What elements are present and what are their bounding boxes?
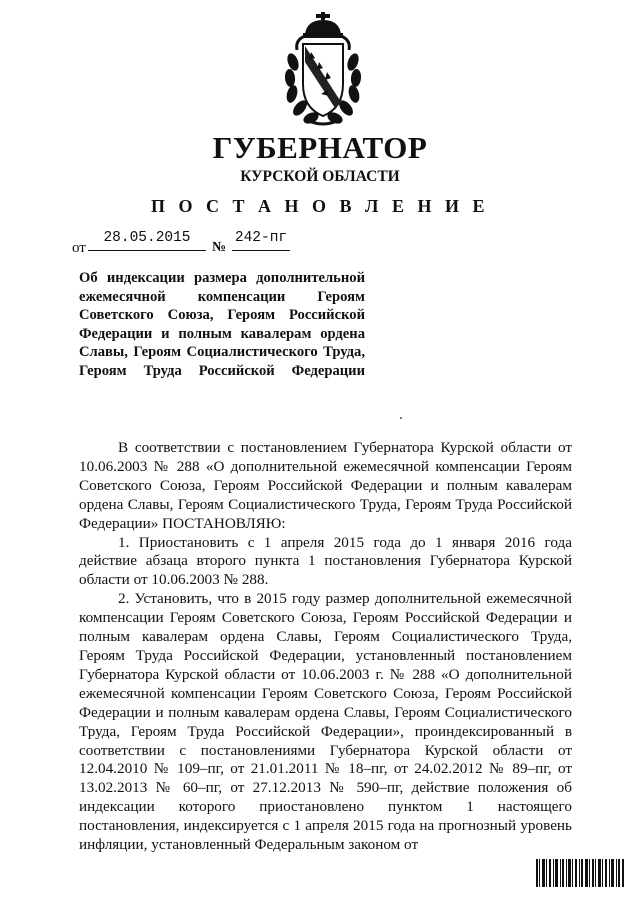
body-paragraph-2: 2. Установить, что в 2015 году размер дополнительной ежемесячной компенсации Героям Советского Союза, Героям Российской Федерации и полным кавалерам ордена Славы, Героям Социалистического Труда, Героям Труда Российской Федерации, установленный постановлением Губернатора Курской области от 10.06.2003 г. № 288 «О дополнительной ежемесячной компенсации Героям Советского Союза, Героям Российской Федерации и полным кавалерам ордена Славы, Героям Социалистического Труда, Героям Труда Российской Федерации», проиндексированный в соответствии с постановлениями Губернатора Курской области от 12.04.2010 № 109–пг, от 21.01.2011 № 18–пг, от 24.02.2012 № 89–пг, от 13.02.2013 № 60–пг, от 27.12.2013 № 590–пг, действие положения об индексации которого приостановлено пунктом 1 настоящего постановления, индексируется с 1 апреля 2015 года на прогнозный уровень инфляции, установленный Федеральным законом от	[79, 590, 572, 854]
date-prefix-label: от	[72, 240, 86, 256]
document-date: 28.05.2015	[88, 230, 206, 251]
issuer-title: ГУБЕРНАТОР	[212, 130, 428, 165]
date-number-line	[72, 230, 312, 256]
issuer-region: КУРСКОЙ ОБЛАСТИ	[240, 168, 400, 185]
document-subject: Об индексации размера дополнительной ежемесячной компенсации Героям Советского Союза, Героям Российской Федерации и полным кавалерам ордена Славы, Героям Социалистического Труда, Героям Труда Российской Федерации	[79, 270, 365, 379]
barcode-icon	[534, 858, 626, 888]
number-sign-label: №	[212, 240, 227, 255]
scan-speck	[400, 417, 402, 419]
coat-of-arms-icon	[283, 12, 363, 130]
body-paragraph-preamble: В соответствии с постановлением Губернатора Курской области от 10.06.2003 № 288 «О дополнительной ежемесячной компенсации Героям Советского Союза, Героям Российской Федерации и полным кавалерам ордена Славы, Героям Социалистического Труда, Героям Труда Российской Федерации» ПОСТАНОВЛЯЮ:	[79, 439, 572, 532]
document-type: П О С Т А Н О В Л Е Н И Е	[151, 196, 489, 216]
body-paragraph-1: 1. Приостановить с 1 апреля 2015 года до 1 января 2016 года действие абзаца второго пункта 1 постановления Губернатора Курской области от 10.06.2003 № 288.	[79, 533, 572, 589]
document-number: 242-пг	[232, 230, 290, 251]
document-body	[79, 439, 572, 855]
